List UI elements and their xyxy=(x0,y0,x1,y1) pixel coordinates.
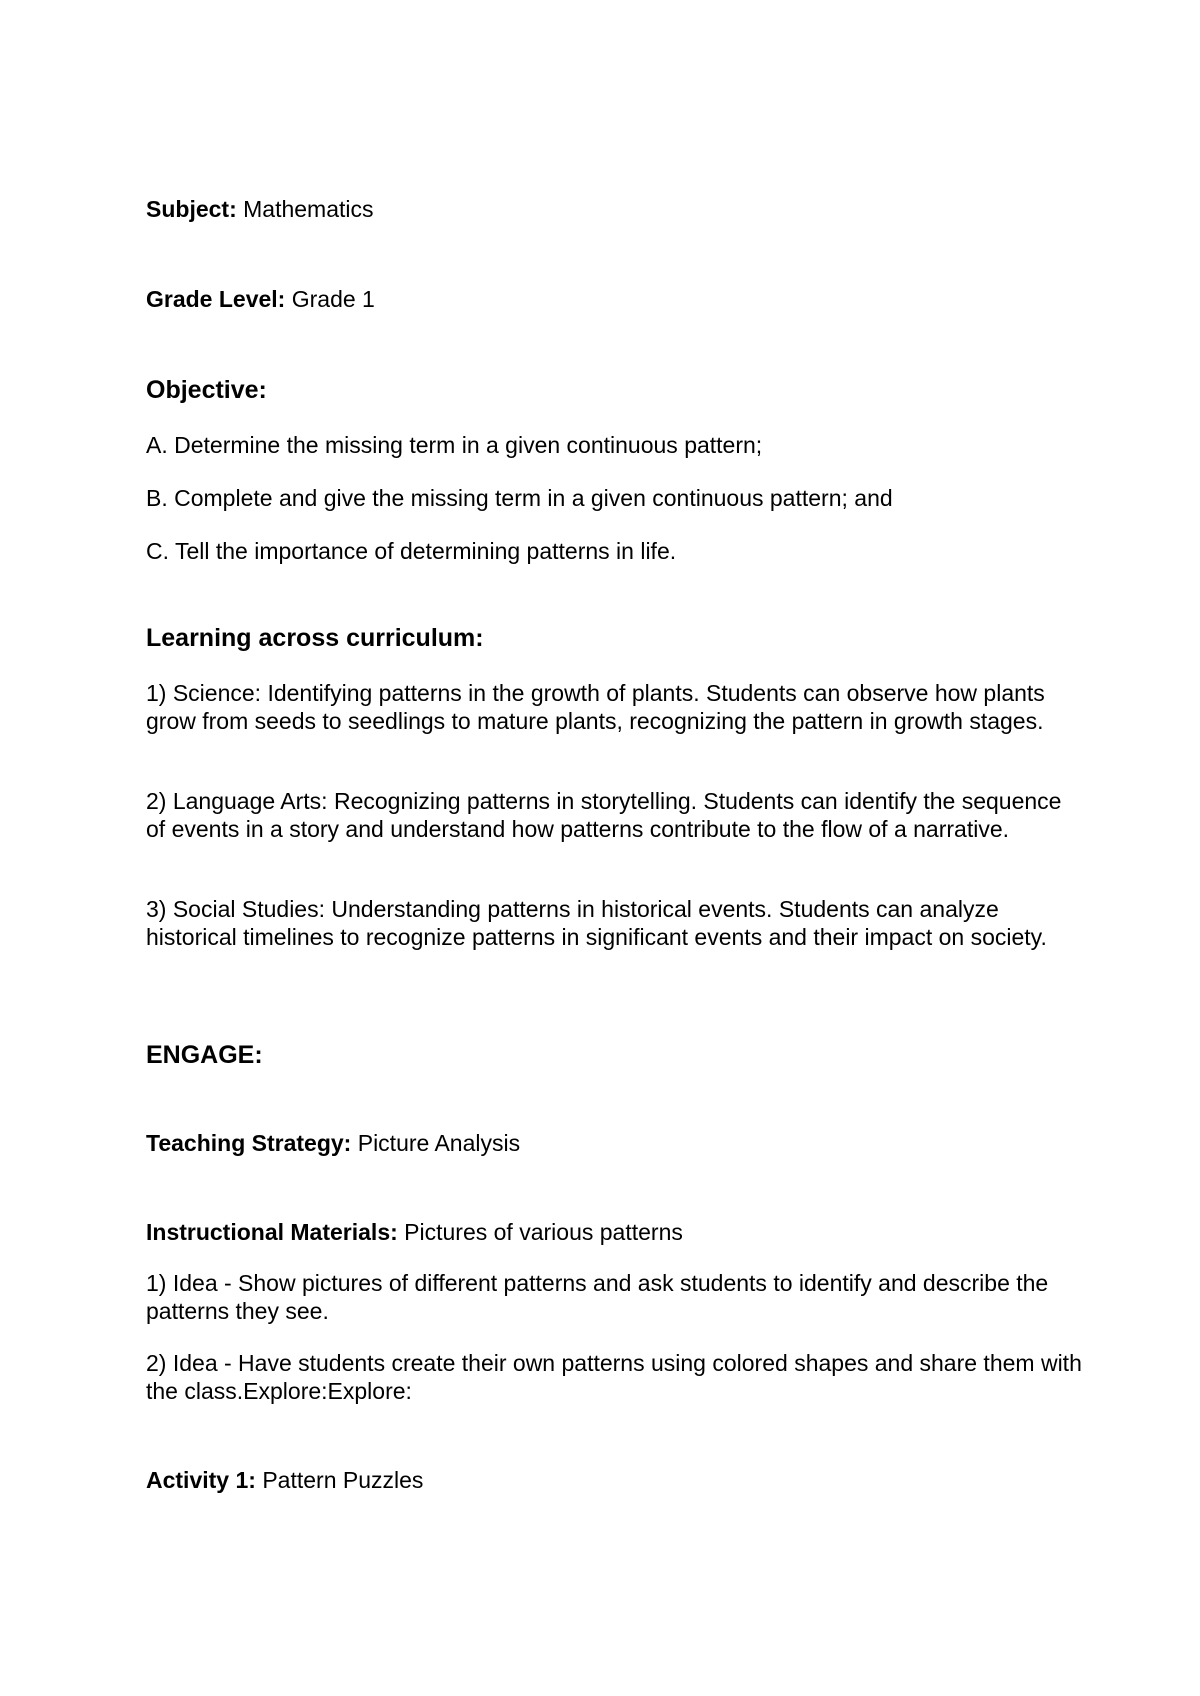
subject-value: Mathematics xyxy=(236,196,374,222)
teaching-strategy-line xyxy=(146,1129,520,1157)
grade-level-line xyxy=(146,285,375,313)
grade-level-label: Grade Level: xyxy=(146,286,286,312)
instructional-materials-line xyxy=(146,1218,683,1246)
objective-heading: Objective: xyxy=(146,376,267,404)
engage-heading: ENGAGE: xyxy=(146,1041,263,1069)
curriculum-item-science: 1) Science: Identifying patterns in the growth of plants. Students can observe how plants grow from seeds to seedlings to mature plants, recognizing the pattern in growth stages. xyxy=(146,680,1045,734)
engage-idea-1: 1) Idea - Show pictures of different patterns and ask students to identify and describe the patterns they see. xyxy=(146,1270,1049,1324)
engage-idea-2: 2) Idea - Have students create their own patterns using colored shapes and share them with the class.Explore:Explore: xyxy=(146,1350,1082,1404)
subject-line xyxy=(146,195,374,223)
curriculum-item-social-studies: 3) Social Studies: Understanding patterns in historical events. Students can analyze historical timelines to recognize patterns in significant events and their impact on society. xyxy=(146,896,1047,950)
instructional-materials-value: Pictures of various patterns xyxy=(397,1219,683,1245)
activity-value: Pattern Puzzles xyxy=(255,1467,424,1493)
activity-label: Activity 1: xyxy=(146,1467,256,1493)
grade-level-value: Grade 1 xyxy=(285,286,375,312)
teaching-strategy-value: Picture Analysis xyxy=(351,1130,521,1156)
subject-label: Subject: xyxy=(146,196,237,222)
curriculum-item-language-arts: 2) Language Arts: Recognizing patterns in storytelling. Students can identify the sequence of events in a story and understand how patterns contribute to the flow of a narrative. xyxy=(146,788,1062,842)
objective-item-c: C. Tell the importance of determining patterns in life. xyxy=(146,538,677,564)
teaching-strategy-label: Teaching Strategy: xyxy=(146,1130,352,1156)
objective-item-b: B. Complete and give the missing term in a given continuous pattern; and xyxy=(146,485,893,511)
activity-line xyxy=(146,1466,423,1494)
learning-across-curriculum-heading: Learning across curriculum: xyxy=(146,624,484,652)
instructional-materials-label: Instructional Materials: xyxy=(146,1219,398,1245)
objective-item-a: A. Determine the missing term in a given continuous pattern; xyxy=(146,432,763,458)
